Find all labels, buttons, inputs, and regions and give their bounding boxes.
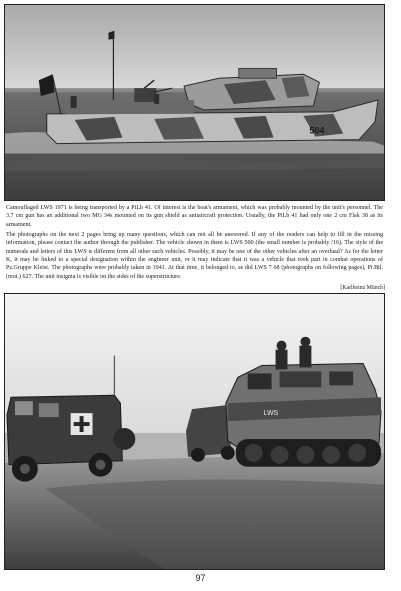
page-number: 97 [195, 573, 206, 583]
photo-boat [4, 4, 385, 201]
caption-body: The photographs on the next 2 pages bring up many questions, which can not all be answered. If any of the readers can help to fill in the missing information, please contact the author through the publisher. The vehicle shown in them is LWS 500 (the small number is probably /16). The style of the numerals and letters of this LWS is different from all other such vehicles. Possibly, it may be one of the other vehicles after an overhaul? As for the letter K, it may be linked to a special designation within the engineer unit, or it may indicate that it was a vehicle that took part in combat operations of Pz.Gruppe Kleist. The photographs were probably taken in 1941. At that time, it belonged to, as did LWS 7 68 (photographs on following pages), Pi.Btl. (mot.) 627. The unit insignia is visible on the sides of the superstructure. [6, 232, 383, 280]
photo-vehicles [4, 293, 385, 570]
hull-number: 504 [309, 125, 325, 136]
photo-credit: [Karlheinz Münch] [340, 285, 385, 291]
caption-top-photo: Camouflaged LWS 1971 is being transported by a PiLb 41. Of interest is the boat's armament, which was probably mounted by the unit's personnel. The 3.7 cm gun has an additional two MG 34s mounted on its gun shield as antiaircraft protection. Usually, the PiLb 41 had only one 2 cm Flak 38 as its armament. [6, 205, 383, 228]
vehicle-marking: LWS [263, 410, 279, 418]
